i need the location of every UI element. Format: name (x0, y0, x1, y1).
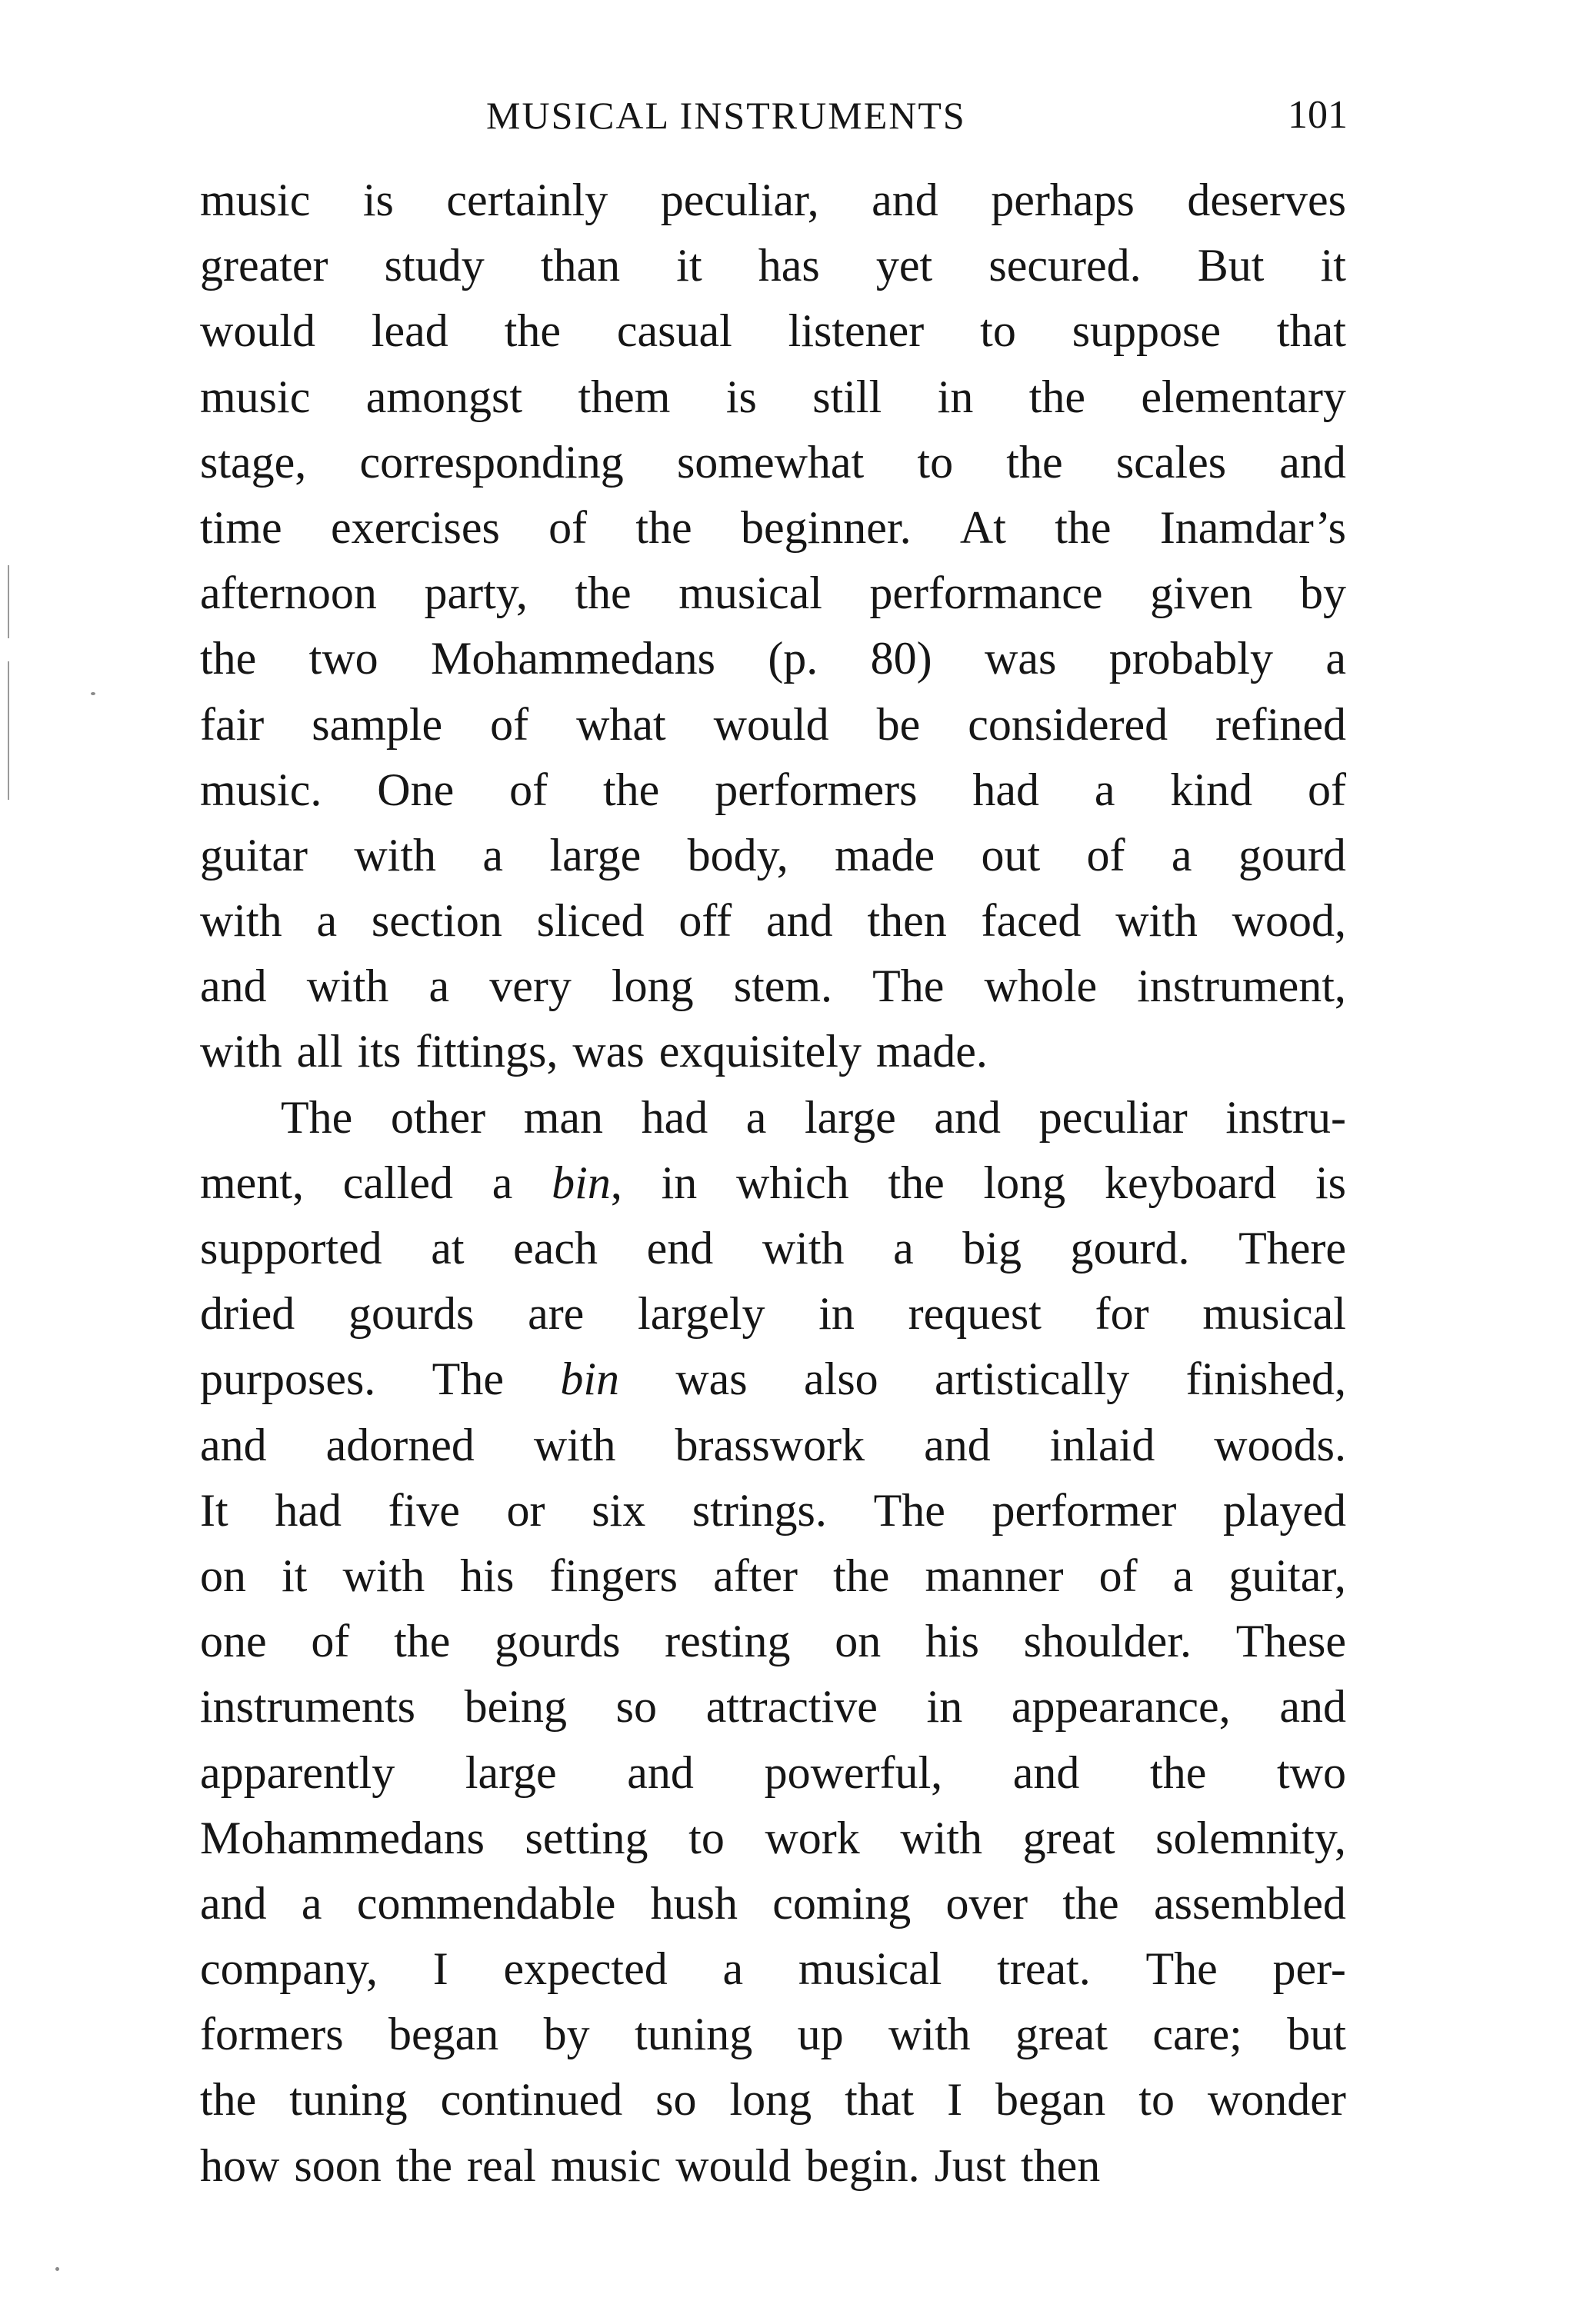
text-line: Mohammedans setting to work with great solemnity, (200, 1812, 1346, 1863)
text-line: on it with his fingers after the manner of a guitar, (200, 1550, 1346, 1601)
text-line: and adorned with brasswork and inlaid woods. (200, 1419, 1346, 1470)
page-number: 101 (1288, 93, 1348, 137)
text-line: would lead the casual listener to suppose that (200, 305, 1346, 357)
text-line: the two Mohammedans (p. 80) was probably a (200, 633, 1346, 684)
running-title: MUSICAL INSTRUMENTS (486, 94, 966, 137)
text-line: supported at each end with a big gourd. There (200, 1223, 1346, 1274)
text-line: company, I expected a musical treat. The per- (200, 1943, 1346, 1995)
text-line: instruments being so attractive in appearance, and (200, 1681, 1346, 1733)
text-line: music amongst them is still in the elementary (200, 371, 1346, 422)
text-line: formers began by tuning up with great care; but (200, 2009, 1346, 2060)
text-line: and a commendable hush coming over the assembled (200, 1877, 1346, 1929)
text-line: fair sample of what would be considered refined (200, 698, 1346, 750)
text-line: It had five or six strings. The performer played (200, 1484, 1346, 1536)
text-line: stage, corresponding somewhat to the scales and (200, 436, 1346, 488)
scan-mark (8, 565, 9, 638)
text-line: the tuning continued so long that I began to wonder (200, 2074, 1346, 2126)
scan-speck (55, 2267, 59, 2271)
body-text (200, 168, 1346, 2199)
text-line: and with a very long stem. The whole instrument, (200, 961, 1346, 1012)
text-line: purposes. The bin was also artistically finished, (200, 1353, 1346, 1405)
text-line: apparently large and powerful, and the two (200, 1746, 1346, 1798)
text-line: with a section sliced off and then faced with wood, (200, 895, 1346, 947)
text-line: afternoon party, the musical performance given by (200, 568, 1346, 619)
text-line: ment, called a bin, in which the long keyboard is (200, 1157, 1346, 1208)
text-line: one of the gourds resting on his shoulder. These (200, 1616, 1346, 1667)
text-line: greater study than it has yet secured. But it (200, 240, 1346, 291)
text-line: The other man had a large and peculiar instru- (281, 1091, 1346, 1143)
scan-speck (91, 692, 95, 695)
text-line: guitar with a large body, made out of a gourd (200, 829, 1346, 881)
text-line: dried gourds are largely in request for musical (200, 1288, 1346, 1340)
text-line: time exercises of the beginner. At the Inamdar’s (200, 501, 1346, 553)
text-line: how soon the real music would begin. Just then (200, 2139, 1101, 2191)
scan-mark (8, 661, 9, 800)
text-line: with all its fittings, was exquisitely made. (200, 1026, 988, 1077)
text-line: music. One of the performers had a kind of (200, 764, 1346, 815)
text-line: music is certainly peculiar, and perhaps deserves (200, 175, 1346, 225)
running-head (202, 85, 1348, 146)
